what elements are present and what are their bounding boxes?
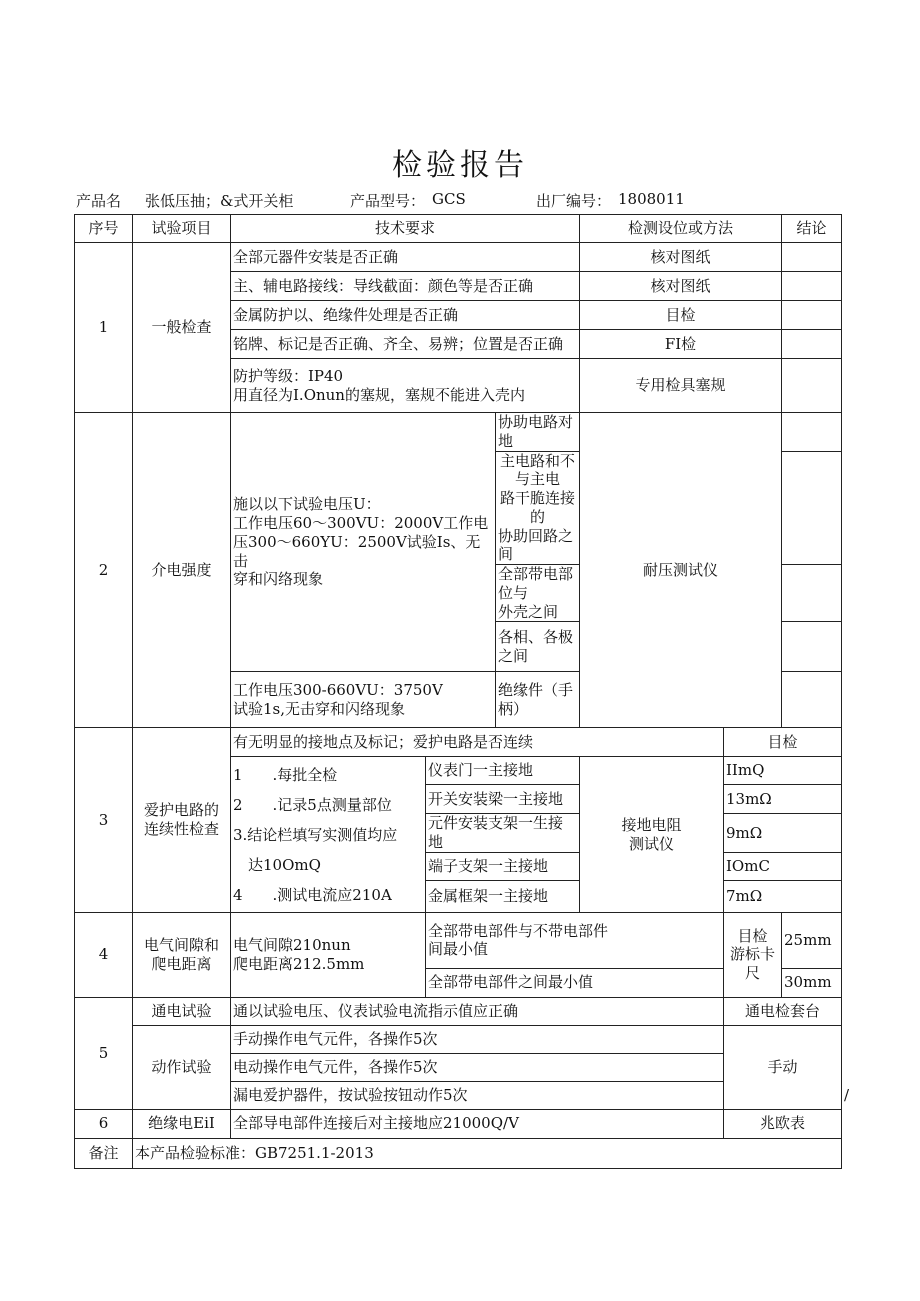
s4-req-b: 爬电距离212.5mm <box>233 954 365 973</box>
table-row <box>75 1025 842 1053</box>
s4-method-b: 游标卡 <box>730 945 776 964</box>
s2-sub-3 <box>496 565 580 622</box>
header-item: 试验项目 <box>133 215 231 243</box>
s3-left-1: 1 .每批全检 <box>233 765 338 784</box>
table-row <box>75 1109 842 1138</box>
header-method: 检测设位或方法 <box>580 215 782 243</box>
s2-sub-2a: 主电路和不与主电 <box>499 451 575 489</box>
s1-req-2: 主、辅电路接线：导线截面：颜色等是否正确 <box>231 272 580 301</box>
s1-req-1: 全部元器件安装是否正确 <box>231 243 580 272</box>
table-row <box>75 728 842 757</box>
s5-req-2: 手动操作电气元件，各操作5次 <box>231 1025 724 1053</box>
s6-item: 绝缘电EiI <box>133 1109 231 1138</box>
s1-item: 一般检查 <box>133 243 231 413</box>
s3-sub-1: 仪表门一主接地 <box>426 757 580 785</box>
s2-req-a3: 压300～660YU：2500V试验Is、无击 <box>233 532 481 570</box>
s4-sub-1a: 全部带电部件与不带电部件 <box>428 921 609 940</box>
s2-sub-2c: 协助回路之间 <box>498 526 574 564</box>
header-row <box>75 215 842 243</box>
s4-req-a: 电气间隙210nun <box>233 936 351 954</box>
s1-req-3: 金属防护以、绝缘件处理是否正确 <box>231 301 580 330</box>
s3-value-1: IImQ <box>724 757 842 785</box>
s4-no: 4 <box>75 912 133 997</box>
s1-method-2: 核对图纸 <box>580 272 782 301</box>
s4-sub-1 <box>426 912 724 968</box>
s2-concl-5 <box>782 672 842 728</box>
table-row: 漏电爱护器件，按试验按钮动作5次 / <box>75 1081 842 1109</box>
table-row <box>75 413 842 452</box>
s2-req-a4: 穿和闪络现象 <box>233 570 324 589</box>
s1-method-1: 核对图纸 <box>580 243 782 272</box>
s3-sub-4: 端子支架一主接地 <box>426 852 580 880</box>
s2-sub-3b: 外壳之间 <box>498 602 559 621</box>
s2-sub-2b: 路干脆连接的 <box>499 489 575 526</box>
s1-concl-4 <box>782 330 842 359</box>
s5-item-2: 动作试验 <box>133 1025 231 1109</box>
s4-value-2: 30mm <box>782 968 842 997</box>
s3-left-3: 3.结论栏填写实测值均应 <box>233 825 398 844</box>
s2-req-b <box>231 672 496 728</box>
s1-req-5a: 防护等级：IP40 <box>233 366 344 385</box>
s3-sub-2: 开关安装梁一主接地 <box>426 785 580 814</box>
s3-left-4: 达10OmQ <box>233 855 321 874</box>
s1-req-5 <box>231 359 580 413</box>
s2-concl-3 <box>782 565 842 622</box>
serial-value: 1808011 <box>618 190 685 208</box>
s3-value-3: 9mΩ <box>724 814 842 853</box>
s1-concl-2 <box>782 272 842 301</box>
s3-method-b: 测试仪 <box>628 834 674 853</box>
s1-no: 1 <box>75 243 133 413</box>
s4-value-1: 25mm <box>782 912 842 968</box>
s2-concl-1 <box>782 413 842 452</box>
s1-method-4: FI检 <box>580 330 782 359</box>
s2-req-a <box>231 413 496 672</box>
s5-req-1: 通以试验电压、仪表试验电流指示值应正确 <box>231 997 724 1025</box>
table-row <box>75 912 842 968</box>
s1-method-3: 目检 <box>580 301 782 330</box>
s4-item <box>133 912 231 997</box>
s2-sub-1: 协助电路对地 <box>496 413 580 452</box>
s4-method-c: 尺 <box>745 964 761 983</box>
s4-method <box>724 912 782 997</box>
inspection-table <box>74 214 850 1169</box>
s6-no: 6 <box>75 1109 133 1138</box>
s1-req-5b: 用直径为I.Onun的塞规，塞规不能进入壳内 <box>233 385 525 404</box>
header-requirement: 技术要求 <box>231 215 580 243</box>
s3-item <box>133 728 231 913</box>
s3-top-req: 有无明显的接地点及标记；爱护电路是否连续 <box>231 728 724 757</box>
s1-req-4: 铭牌、标记是否正确、齐全、易辨；位置是否正确 <box>231 330 580 359</box>
s3-sub-5: 金属框架一主接地 <box>426 880 580 912</box>
s4-method-a: 目检 <box>737 926 768 945</box>
s2-sub-2 <box>496 451 580 565</box>
s5-method-1: 通电检套台 <box>724 997 842 1025</box>
s3-left-req <box>231 757 426 913</box>
remark-row <box>75 1138 842 1168</box>
s6-method: 兆欧表 <box>724 1109 842 1138</box>
header-seq: 序号 <box>75 215 133 243</box>
s1-concl-3 <box>782 301 842 330</box>
s4-sub-2: 全部带电部件之间最小值 <box>426 968 724 997</box>
serial-label: 出厂编号： <box>536 192 612 210</box>
s3-left-5: 4 .测试电流应210A <box>233 885 392 904</box>
model-value: GCS <box>432 190 466 208</box>
s6-req: 全部导电部件连接后对主接地应21000Q/V <box>231 1109 724 1138</box>
s4-sub-1b: 间最小值 <box>428 940 489 959</box>
s3-item-b: 连续性检查 <box>143 820 219 838</box>
remark-value: 本产品检验标准：GB7251.1-2013 <box>133 1138 842 1168</box>
remark-label: 备注 <box>75 1138 133 1168</box>
product-name-value: 张低压抽；&式开关柜 <box>145 192 294 210</box>
s2-req-b1: 工作电压300-660VU：3750V <box>233 681 443 699</box>
s5-req-4: 漏电爱护器件，按试验按钮动作5次 <box>231 1081 724 1109</box>
s1-concl-1 <box>782 243 842 272</box>
s2-sub-4: 各相、各极之间 <box>496 622 580 672</box>
s2-req-a1: 施以以下试验电压U： <box>233 495 381 514</box>
s2-method: 耐压测试仪 <box>580 413 782 728</box>
report-title: 检验报告 <box>392 148 528 183</box>
s1-method-5: 专用检具塞规 <box>580 359 782 413</box>
s3-method-a: 接地电阻 <box>621 815 682 834</box>
s3-left-2: 2 .记录5点测量部位 <box>233 795 392 814</box>
s3-no: 3 <box>75 728 133 913</box>
s3-value-4: IOmC <box>724 852 842 880</box>
s4-req <box>231 912 426 997</box>
s5-req-3: 电动操作电气元件，各操作5次 <box>231 1053 724 1081</box>
s2-no: 2 <box>75 413 133 728</box>
s4-item-b: 爬电距离 <box>151 954 212 973</box>
s2-sub-5: 绝缘件（手柄） <box>496 672 580 728</box>
s3-method <box>580 757 724 913</box>
s2-req-a2: 工作电压60～300VU：2000V工作电 <box>233 514 489 532</box>
s5-method-2: 手动 <box>724 1025 842 1109</box>
s3-item-a: 爱护电路的 <box>143 801 219 820</box>
s5-no: 5 <box>75 997 133 1109</box>
s1-concl-5 <box>782 359 842 413</box>
s2-req-b2: 试验1s,无击穿和闪络现象 <box>233 699 406 718</box>
s2-sub-3a: 全部带电部位与 <box>498 565 574 602</box>
s3-value-2: 13mΩ <box>724 785 842 814</box>
model-label: 产品型号： <box>350 192 426 210</box>
s3-value-5: 7mΩ <box>724 880 842 912</box>
table-row <box>75 997 842 1025</box>
s3-sub-3: 元件安装支架一生接地 <box>426 814 580 853</box>
s2-item: 介电强度 <box>133 413 231 728</box>
s4-item-a: 电气间隙和 <box>143 936 219 954</box>
header-conclusion: 结论 <box>782 215 842 243</box>
s2-concl-4 <box>782 622 842 672</box>
s5-item-1: 通电试验 <box>133 997 231 1025</box>
s3-top-method: 目检 <box>724 728 842 757</box>
s2-concl-2 <box>782 451 842 565</box>
table-row <box>75 243 842 272</box>
product-name-label: 产品名 <box>76 192 122 210</box>
